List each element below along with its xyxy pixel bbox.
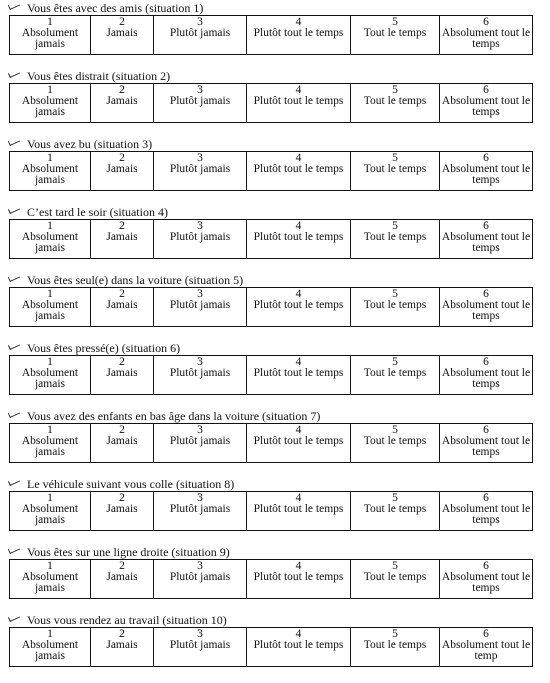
checkmark-icon [8, 478, 23, 490]
answer-option-6[interactable]: 6 Absolument tout le temps [440, 16, 533, 55]
situation-title: C’est tard le soir (situation 4) [27, 205, 168, 219]
answer-option-6[interactable]: 6 Absolument tout le temps [440, 84, 533, 123]
situation-title: Vous vous rendez au travail (situation 10) [27, 613, 227, 627]
checkmark-icon [8, 546, 23, 558]
answer-option-4[interactable]: 4 Plutôt tout le temps [247, 628, 351, 667]
answer-option-3[interactable]: 3 Plutôt jamais [154, 492, 247, 531]
answer-option-5[interactable]: 5 Tout le temps [351, 288, 440, 327]
answer-option-1[interactable]: 1 Absolument jamais [10, 84, 91, 123]
answer-scale-table [9, 15, 533, 55]
situation-heading [8, 70, 170, 82]
checkmark-icon [8, 614, 23, 626]
answer-option-3[interactable]: 3 Plutôt jamais [154, 152, 247, 191]
answer-option-4[interactable]: 4 Plutôt tout le temps [247, 16, 351, 55]
checkmark-icon [8, 342, 23, 354]
checkmark-icon [8, 206, 23, 218]
answer-option-1[interactable]: 1 Absolument jamais [10, 424, 91, 463]
checkmark-icon [8, 274, 23, 286]
answer-option-6[interactable]: 6 Absolument tout le temps [440, 492, 533, 531]
answer-option-3[interactable]: 3 Plutôt jamais [154, 288, 247, 327]
answer-option-6[interactable]: 6 Absolument tout le temps [440, 288, 533, 327]
answer-option-4[interactable]: 4 Plutôt tout le temps [247, 220, 351, 259]
answer-option-5[interactable]: 5 Tout le temps [351, 16, 440, 55]
answer-option-6[interactable]: 6 Absolument tout le temps [440, 152, 533, 191]
situation-title: Vous êtes distrait (situation 2) [27, 69, 171, 83]
answer-scale-table [9, 355, 533, 395]
answer-option-6[interactable]: 6 Absolument tout le temps [440, 560, 533, 599]
answer-option-4[interactable]: 4 Plutôt tout le temps [247, 84, 351, 123]
checkmark-icon [8, 138, 23, 150]
answer-option-1[interactable]: 1 Absolument jamais [10, 16, 91, 55]
answer-scale-table [9, 287, 533, 327]
situation-block [0, 614, 550, 680]
answer-option-2[interactable]: 2 Jamais [91, 492, 154, 531]
situation-title: Vous avez des enfants en bas âge dans la voiture (situation 7) [27, 409, 321, 423]
situation-title: Vous êtes seul(e) dans la voiture (situation 5) [27, 273, 244, 287]
answer-option-2[interactable]: 2 Jamais [91, 220, 154, 259]
situation-block [0, 546, 550, 612]
situation-heading [8, 546, 230, 558]
answer-option-2[interactable]: 2 Jamais [91, 628, 154, 667]
answer-option-6[interactable]: 6 Absolument tout le temps [440, 220, 533, 259]
answer-option-2[interactable]: 2 Jamais [91, 560, 154, 599]
situation-block [0, 342, 550, 408]
answer-option-1[interactable]: 1 Absolument jamais [10, 356, 91, 395]
situation-block [0, 138, 550, 204]
situation-block [0, 274, 550, 340]
answer-option-6[interactable]: 6 Absolument tout le temp [440, 628, 533, 667]
answer-option-3[interactable]: 3 Plutôt jamais [154, 560, 247, 599]
answer-scale-table [9, 219, 533, 259]
situation-title: Vous êtes avec des amis (situation 1) [27, 1, 204, 15]
answer-option-5[interactable]: 5 Tout le temps [351, 628, 440, 667]
answer-scale-table [9, 83, 533, 123]
situation-title: Le véhicule suivant vous colle (situation 8) [27, 477, 235, 491]
situation-block [0, 206, 550, 272]
situation-heading [8, 410, 320, 422]
answer-option-1[interactable]: 1 Absolument jamais [10, 628, 91, 667]
answer-option-5[interactable]: 5 Tout le temps [351, 356, 440, 395]
answer-scale-table [9, 423, 533, 463]
answer-option-1[interactable]: 1 Absolument jamais [10, 152, 91, 191]
answer-option-5[interactable]: 5 Tout le temps [351, 560, 440, 599]
situation-heading [8, 614, 227, 626]
situation-heading [8, 138, 152, 150]
situation-heading [8, 274, 243, 286]
answer-option-1[interactable]: 1 Absolument jamais [10, 220, 91, 259]
answer-option-2[interactable]: 2 Jamais [91, 288, 154, 327]
answer-option-4[interactable]: 4 Plutôt tout le temps [247, 288, 351, 327]
answer-option-5[interactable]: 5 Tout le temps [351, 492, 440, 531]
answer-scale-table [9, 559, 533, 599]
answer-option-2[interactable]: 2 Jamais [91, 424, 154, 463]
answer-option-4[interactable]: 4 Plutôt tout le temps [247, 152, 351, 191]
answer-option-1[interactable]: 1 Absolument jamais [10, 492, 91, 531]
answer-option-1[interactable]: 1 Absolument jamais [10, 560, 91, 599]
answer-option-4[interactable]: 4 Plutôt tout le temps [247, 356, 351, 395]
answer-scale-table [9, 151, 533, 191]
situation-block [0, 70, 550, 136]
answer-scale-table [9, 627, 533, 667]
answer-option-2[interactable]: 2 Jamais [91, 152, 154, 191]
checkmark-icon [8, 2, 23, 14]
situation-heading [8, 478, 234, 490]
answer-option-4[interactable]: 4 Plutôt tout le temps [247, 424, 351, 463]
answer-option-3[interactable]: 3 Plutôt jamais [154, 16, 247, 55]
situation-title: Vous êtes pressé(e) (situation 6) [27, 341, 181, 355]
answer-option-2[interactable]: 2 Jamais [91, 356, 154, 395]
answer-scale-table [9, 491, 533, 531]
answer-option-3[interactable]: 3 Plutôt jamais [154, 220, 247, 259]
answer-option-5[interactable]: 5 Tout le temps [351, 152, 440, 191]
answer-option-5[interactable]: 5 Tout le temps [351, 84, 440, 123]
answer-option-5[interactable]: 5 Tout le temps [351, 220, 440, 259]
answer-option-6[interactable]: 6 Absolument tout le temps [440, 424, 533, 463]
answer-option-1[interactable]: 1 Absolument jamais [10, 288, 91, 327]
answer-option-3[interactable]: 3 Plutôt jamais [154, 424, 247, 463]
situation-title: Vous avez bu (situation 3) [27, 137, 153, 151]
answer-option-3[interactable]: 3 Plutôt jamais [154, 356, 247, 395]
answer-option-4[interactable]: 4 Plutôt tout le temps [247, 560, 351, 599]
situation-title: Vous êtes sur une ligne droite (situation 9) [27, 545, 230, 559]
situation-block [0, 410, 550, 476]
answer-option-4[interactable]: 4 Plutôt tout le temps [247, 492, 351, 531]
answer-option-6[interactable]: 6 Absolument tout le temps [440, 356, 533, 395]
answer-option-2[interactable]: 2 Jamais [91, 84, 154, 123]
situation-heading [8, 342, 180, 354]
situation-block [0, 478, 550, 544]
answer-option-5[interactable]: 5 Tout le temps [351, 424, 440, 463]
answer-option-2[interactable]: 2 Jamais [91, 16, 154, 55]
checkmark-icon [8, 410, 23, 422]
situation-heading [8, 2, 203, 14]
checkmark-icon [8, 70, 23, 82]
answer-option-3[interactable]: 3 Plutôt jamais [154, 628, 247, 667]
situation-block [0, 2, 550, 68]
answer-option-3[interactable]: 3 Plutôt jamais [154, 84, 247, 123]
situation-heading [8, 206, 168, 218]
